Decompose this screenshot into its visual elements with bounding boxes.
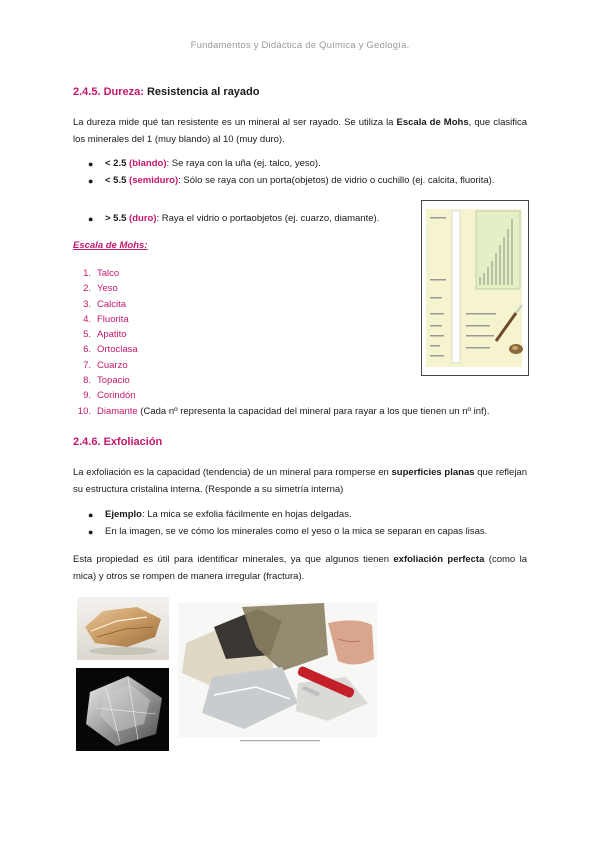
list-item: 10. Diamante (Cada nº representa la capacidad del mineral para rayar a los que tienen un nº inf).: [77, 405, 490, 417]
list-item: 9. Corindón: [83, 390, 136, 402]
bullet-dot-icon: ●: [88, 527, 94, 537]
bullet-item: [88, 157, 528, 171]
list-item: 5. Apatito: [83, 329, 127, 341]
halite-photo: [76, 668, 169, 751]
mica-cleavage-photo: [178, 603, 377, 737]
text: , que clasifica los minerales del 1 (muy blando) al 10 (muy duro).: [73, 117, 528, 145]
bullet-text: < 2.5 (blando): Se raya con la uña (ej. talco, yeso).: [105, 158, 321, 169]
bullet-text: Ejemplo: La mica se exfolia fácilmente en hojas delgadas.: [105, 509, 352, 520]
text: La dureza mide qué tan resistente es un mineral al ser rayado. Se utiliza la: [73, 117, 397, 128]
gypsum-photo: [77, 597, 169, 660]
bullet-text: En la imagen, se ve cómo los minerales como el yeso o la mica se separan en capas lisas.: [105, 526, 488, 537]
list-item: 3. Calcita: [83, 298, 127, 310]
list-item: 8. Topacio: [83, 375, 130, 387]
section-heading-exfoliacion: 2.4.6. Exfoliación: [73, 436, 163, 448]
bullet-dot-icon: ●: [88, 159, 94, 169]
mohs-scale-title: Escala de Mohs:: [73, 240, 148, 251]
mohs-scale-list: [73, 266, 489, 419]
section-heading-dureza: [73, 86, 259, 98]
bullet-item: [88, 525, 528, 539]
bullet-text: < 5.5 (semiduro): Sólo se raya con un porta(objetos) de vidrio o cuchillo (ej. calcita, fluorita).: [105, 175, 495, 186]
paragraph-exfoliacion: La exfoliación es la capacidad (tendencia) de un mineral para romperse en superficies planas que reflejan su estructura cristalina interna. (Responde a su simetría interna): [73, 467, 527, 495]
paragraph-dureza: [73, 114, 527, 148]
list-item: 4. Fluorita: [83, 313, 129, 325]
bullet-dot-icon: ●: [88, 176, 94, 186]
photo-caption-line: [240, 739, 320, 744]
list-item: 1. Talco: [83, 268, 120, 279]
bullet-dot-icon: ●: [88, 510, 94, 520]
list-item: 2. Yeso: [83, 283, 118, 295]
section-number: 2.4.5. Dureza:: [73, 86, 144, 98]
bullet-item: [88, 212, 408, 226]
bullet-dot-icon: ●: [88, 214, 94, 224]
section-title: Resistencia al rayado: [143, 86, 260, 98]
bullet-item: [88, 508, 528, 522]
list-item: 6. Ortoclasa: [83, 344, 138, 356]
list-item: 7. Cuarzo: [83, 359, 128, 371]
page-header: Fundamentos y Didáctica de Química y Geología.: [190, 40, 410, 51]
bullet-text: > 5.5 (duro): Raya el vidrio o portaobjetos (ej. cuarzo, diamante).: [105, 213, 380, 224]
bold-text: Escala de Mohs: [396, 117, 469, 128]
bullet-item: [88, 174, 528, 188]
paragraph-propiedad: Esta propiedad es útil para identificar minerales, ya que algunos tienen exfoliación perfecta (como la mica) y otros se rompen de manera irregular (fractura).: [73, 554, 527, 582]
